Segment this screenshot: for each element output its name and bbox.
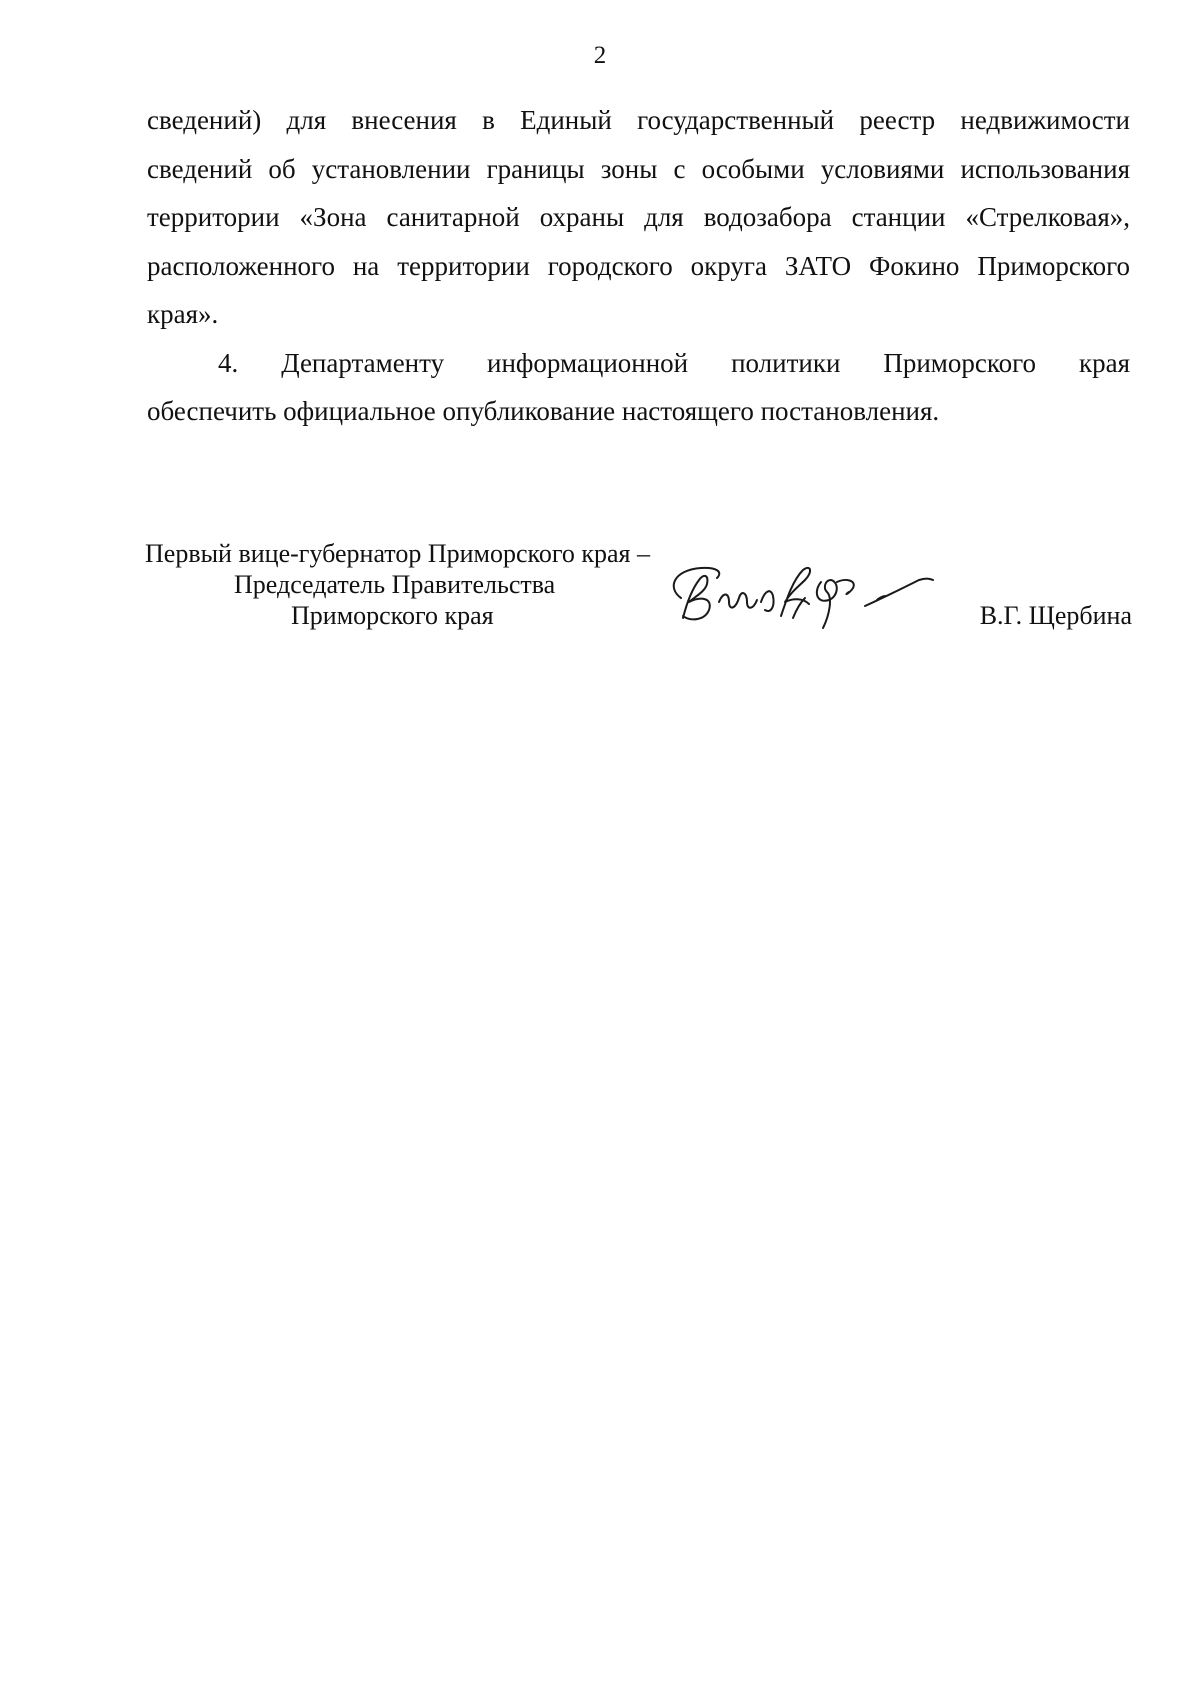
signatory-position: Первый вице-губернатор Приморского края – bbox=[145, 539, 650, 568]
page-number: 2 bbox=[593, 42, 607, 69]
paragraph-line: сведений об установлении границы зоны с особыми условиями использования bbox=[147, 153, 1130, 184]
item-4-line: обеспечить официальное опубликование настоящего постановления. bbox=[147, 396, 940, 426]
paragraph-line: края». bbox=[147, 299, 219, 329]
paragraph-line: сведений) для внесения в Единый государственный реестр недвижимости bbox=[147, 105, 1130, 135]
item-4-line: 4. Департаменту информационной политики Приморского края bbox=[218, 347, 1130, 378]
signatory-position: Председатель Правительства bbox=[234, 570, 556, 599]
handwritten-signature bbox=[653, 558, 943, 630]
signature-block bbox=[145, 538, 1135, 658]
signatory-position: Приморского края bbox=[291, 601, 494, 630]
document-body bbox=[147, 96, 1130, 436]
paragraph-line: расположенного на территории городского округа ЗАТО Фокино Приморского bbox=[147, 250, 1130, 281]
paragraph-line: территории «Зона санитарной охраны для водозабора станции «Стрелковая», bbox=[147, 202, 1130, 232]
signatory-name: В.Г. Щербина bbox=[979, 601, 1132, 630]
